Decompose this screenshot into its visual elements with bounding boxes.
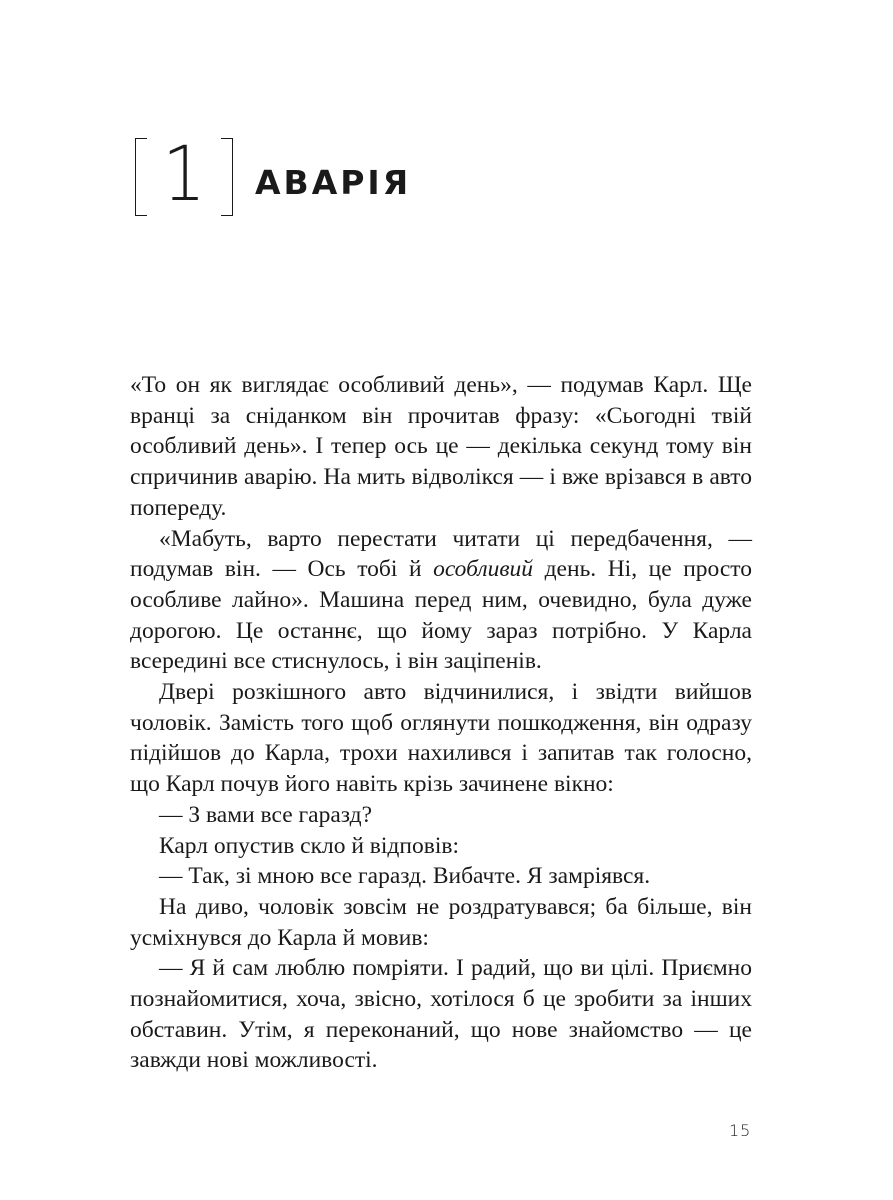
chapter-heading	[135, 129, 412, 218]
dialogue-line: — З вами все гаразд?	[159, 801, 373, 828]
chapter-number: 1	[162, 129, 206, 218]
page-number: 15	[729, 1121, 752, 1140]
chapter-text	[130, 370, 752, 1076]
paragraph: «То он як виглядає особливий день», — подумав Карл. Ще вранці за сніданком він прочитав фразу: «Сьогодні твій особливий день». І тепер ось це — декілька секунд тому він спричинив аварію. На мить відволікся — і вже врізався в авто попереду.	[130, 372, 752, 521]
paragraph: На диво, чоловік зовсім не роздратувався; ба більше, він усміхнувся до Карла й мовив:	[130, 893, 752, 951]
emphasized-word: особливий	[433, 556, 534, 583]
dialogue-line: — Так, зі мною все гаразд. Вибачте. Я замріявся.	[159, 863, 651, 890]
paragraph	[130, 524, 752, 678]
paragraph: Карл опустив скло й відповів:	[159, 832, 459, 859]
paragraph-text: день. Ні, це просто особливе лайно». Машина перед ним, очевидно, була дуже дорогою. Це останнє, що йому зараз потрібно. У Карла всередині все стиснулось, і він заціпенів.	[130, 556, 752, 675]
chapter-title: АВАРІЯ	[255, 162, 412, 202]
chapter-number-box	[135, 129, 233, 218]
paragraph: Двері розкішного авто відчинилися, і звідти вийшов чоловік. Замість того щоб оглянути пошкодження, він одразу підійшов до Карла, трохи нахилився і запитав так голосно, що Карл почув його навіть крізь зачинене вікно:	[130, 679, 752, 798]
dialogue-line: — Я й сам люблю помріяти. І радий, що ви цілі. Приємно познайомитися, хоча, звісно, хотілося б це зробити за інших обставин. Утім, я переконаний, що нове знайомство — це завжди нові можливості.	[130, 955, 752, 1074]
right-bracket	[221, 138, 233, 216]
paragraph-text: «Мабуть, варто перестати читати ці передбачення, — подумав він. — Ось тобі й	[130, 525, 752, 583]
